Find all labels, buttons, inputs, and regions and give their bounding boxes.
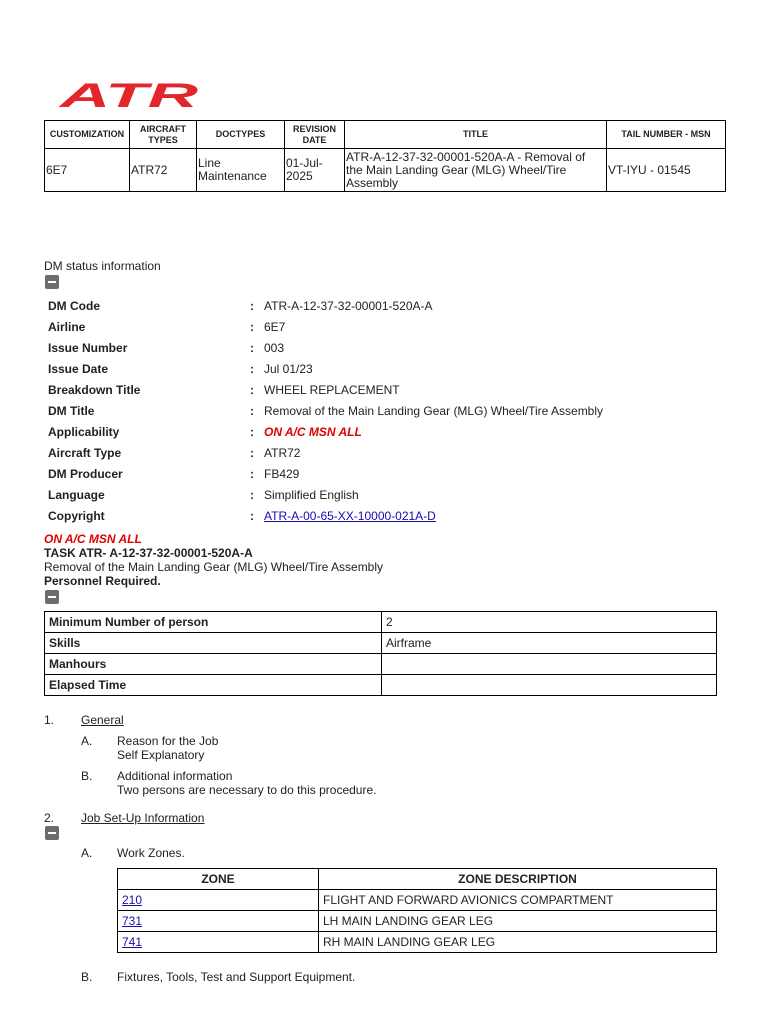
task-description: Removal of the Main Landing Gear (MLG) Wheel/Tire Assembly xyxy=(44,560,384,574)
section-1b-title: Additional information xyxy=(117,769,233,783)
collapse-job-setup-button[interactable] xyxy=(45,826,59,840)
cell-tail-number: VT-IYU - 01545 xyxy=(607,149,726,192)
svg-text:ATR: ATR xyxy=(58,80,199,110)
zone-link-210[interactable]: 210 xyxy=(122,893,143,907)
status-row-dm-producer: DM Producer : FB429 xyxy=(48,467,300,481)
cell-title: ATR-A-12-37-32-00001-520A-A - Removal of the Main Landing Gear (MLG) Wheel/Tire Assembly xyxy=(345,149,607,192)
section-1-number: 1. xyxy=(44,713,55,727)
header-customization: CUSTOMIZATION xyxy=(45,121,130,149)
section-1b-letter: B. xyxy=(81,769,93,783)
table-row: Elapsed Time xyxy=(45,675,717,696)
zone-link-731[interactable]: 731 xyxy=(122,914,143,928)
table-row xyxy=(118,890,717,911)
header-title: TITLE xyxy=(345,121,607,149)
task-applicability: ON A/C MSN ALL xyxy=(44,532,142,546)
section-1-general-link[interactable]: General xyxy=(81,713,124,727)
section-1a-title: Reason for the Job xyxy=(117,734,219,748)
task-title: TASK ATR- A-12-37-32-00001-520A-A xyxy=(44,546,253,560)
header-revision-date: REVISION DATE xyxy=(285,121,345,149)
header-tail-number: TAIL NUMBER - MSN xyxy=(607,121,726,149)
document-header-table xyxy=(44,120,726,192)
status-row-dm-title: DM Title : Removal of the Main Landing Gear (MLG) Wheel/Tire Assembly xyxy=(48,404,604,418)
collapse-dm-status-button[interactable] xyxy=(45,275,59,289)
zone-description: RH MAIN LANDING GEAR LEG xyxy=(319,932,717,953)
cell-customization: 6E7 xyxy=(45,149,130,192)
zone-description-header: ZONE DESCRIPTION xyxy=(319,869,717,890)
personnel-heading: Personnel Required. xyxy=(44,574,161,588)
status-row-breakdown-title: Breakdown Title : WHEEL REPLACEMENT xyxy=(48,383,400,397)
status-row-applicability: Applicability : ON A/C MSN ALL xyxy=(48,425,362,439)
section-1a-letter: A. xyxy=(81,734,93,748)
section-2a-title: Work Zones. xyxy=(117,846,185,860)
section-2b-letter: B. xyxy=(81,970,93,984)
status-row-copyright: Copyright : ATR-A-00-65-XX-10000-021A-D xyxy=(48,506,728,527)
zone-description: FLIGHT AND FORWARD AVIONICS COMPARTMENT xyxy=(319,890,717,911)
status-row-airline: Airline : 6E7 xyxy=(48,320,286,334)
status-row-aircraft-type: Aircraft Type : ATR72 xyxy=(48,446,301,460)
header-aircraft-types: AIRCRAFT TYPES xyxy=(130,121,197,149)
work-zones-table xyxy=(117,868,717,953)
section-2a-letter: A. xyxy=(81,846,93,860)
header-doctypes: DOCTYPES xyxy=(197,121,285,149)
cell-revision-date: 01-Jul-2025 xyxy=(285,149,345,192)
cell-aircraft-types: ATR72 xyxy=(130,149,197,192)
table-row: Manhours xyxy=(45,654,717,675)
dm-status-heading: DM status information xyxy=(44,259,161,273)
dm-status-list xyxy=(48,296,728,527)
section-1b-text: Two persons are necessary to do this procedure. xyxy=(117,783,377,797)
status-row-language: Language : Simplified English xyxy=(48,488,359,502)
section-2-number: 2. xyxy=(44,811,55,825)
personnel-table xyxy=(44,611,717,696)
zone-description: LH MAIN LANDING GEAR LEG xyxy=(319,911,717,932)
table-row: Minimum Number of person 2 xyxy=(45,612,717,633)
status-row-dm-code: DM Code : ATR-A-12-37-32-00001-520A-A xyxy=(48,299,433,313)
atr-logo xyxy=(58,80,202,110)
section-1a-text: Self Explanatory xyxy=(117,748,205,762)
table-row: Skills Airframe xyxy=(45,633,717,654)
zone-link-741[interactable]: 741 xyxy=(122,935,143,949)
table-row xyxy=(118,911,717,932)
section-2b-title: Fixtures, Tools, Test and Support Equipment. xyxy=(117,970,356,984)
section-2-job-setup-link[interactable]: Job Set-Up Information xyxy=(81,811,205,825)
status-row-issue-date: Issue Date : Jul 01/23 xyxy=(48,362,313,376)
collapse-personnel-button[interactable] xyxy=(45,590,59,604)
status-row-issue-number: Issue Number : 003 xyxy=(48,341,285,355)
table-row xyxy=(118,932,717,953)
cell-doctypes: Line Maintenance xyxy=(197,149,285,192)
zone-header: ZONE xyxy=(118,869,319,890)
copyright-link[interactable]: ATR-A-00-65-XX-10000-021A-D xyxy=(264,509,436,523)
